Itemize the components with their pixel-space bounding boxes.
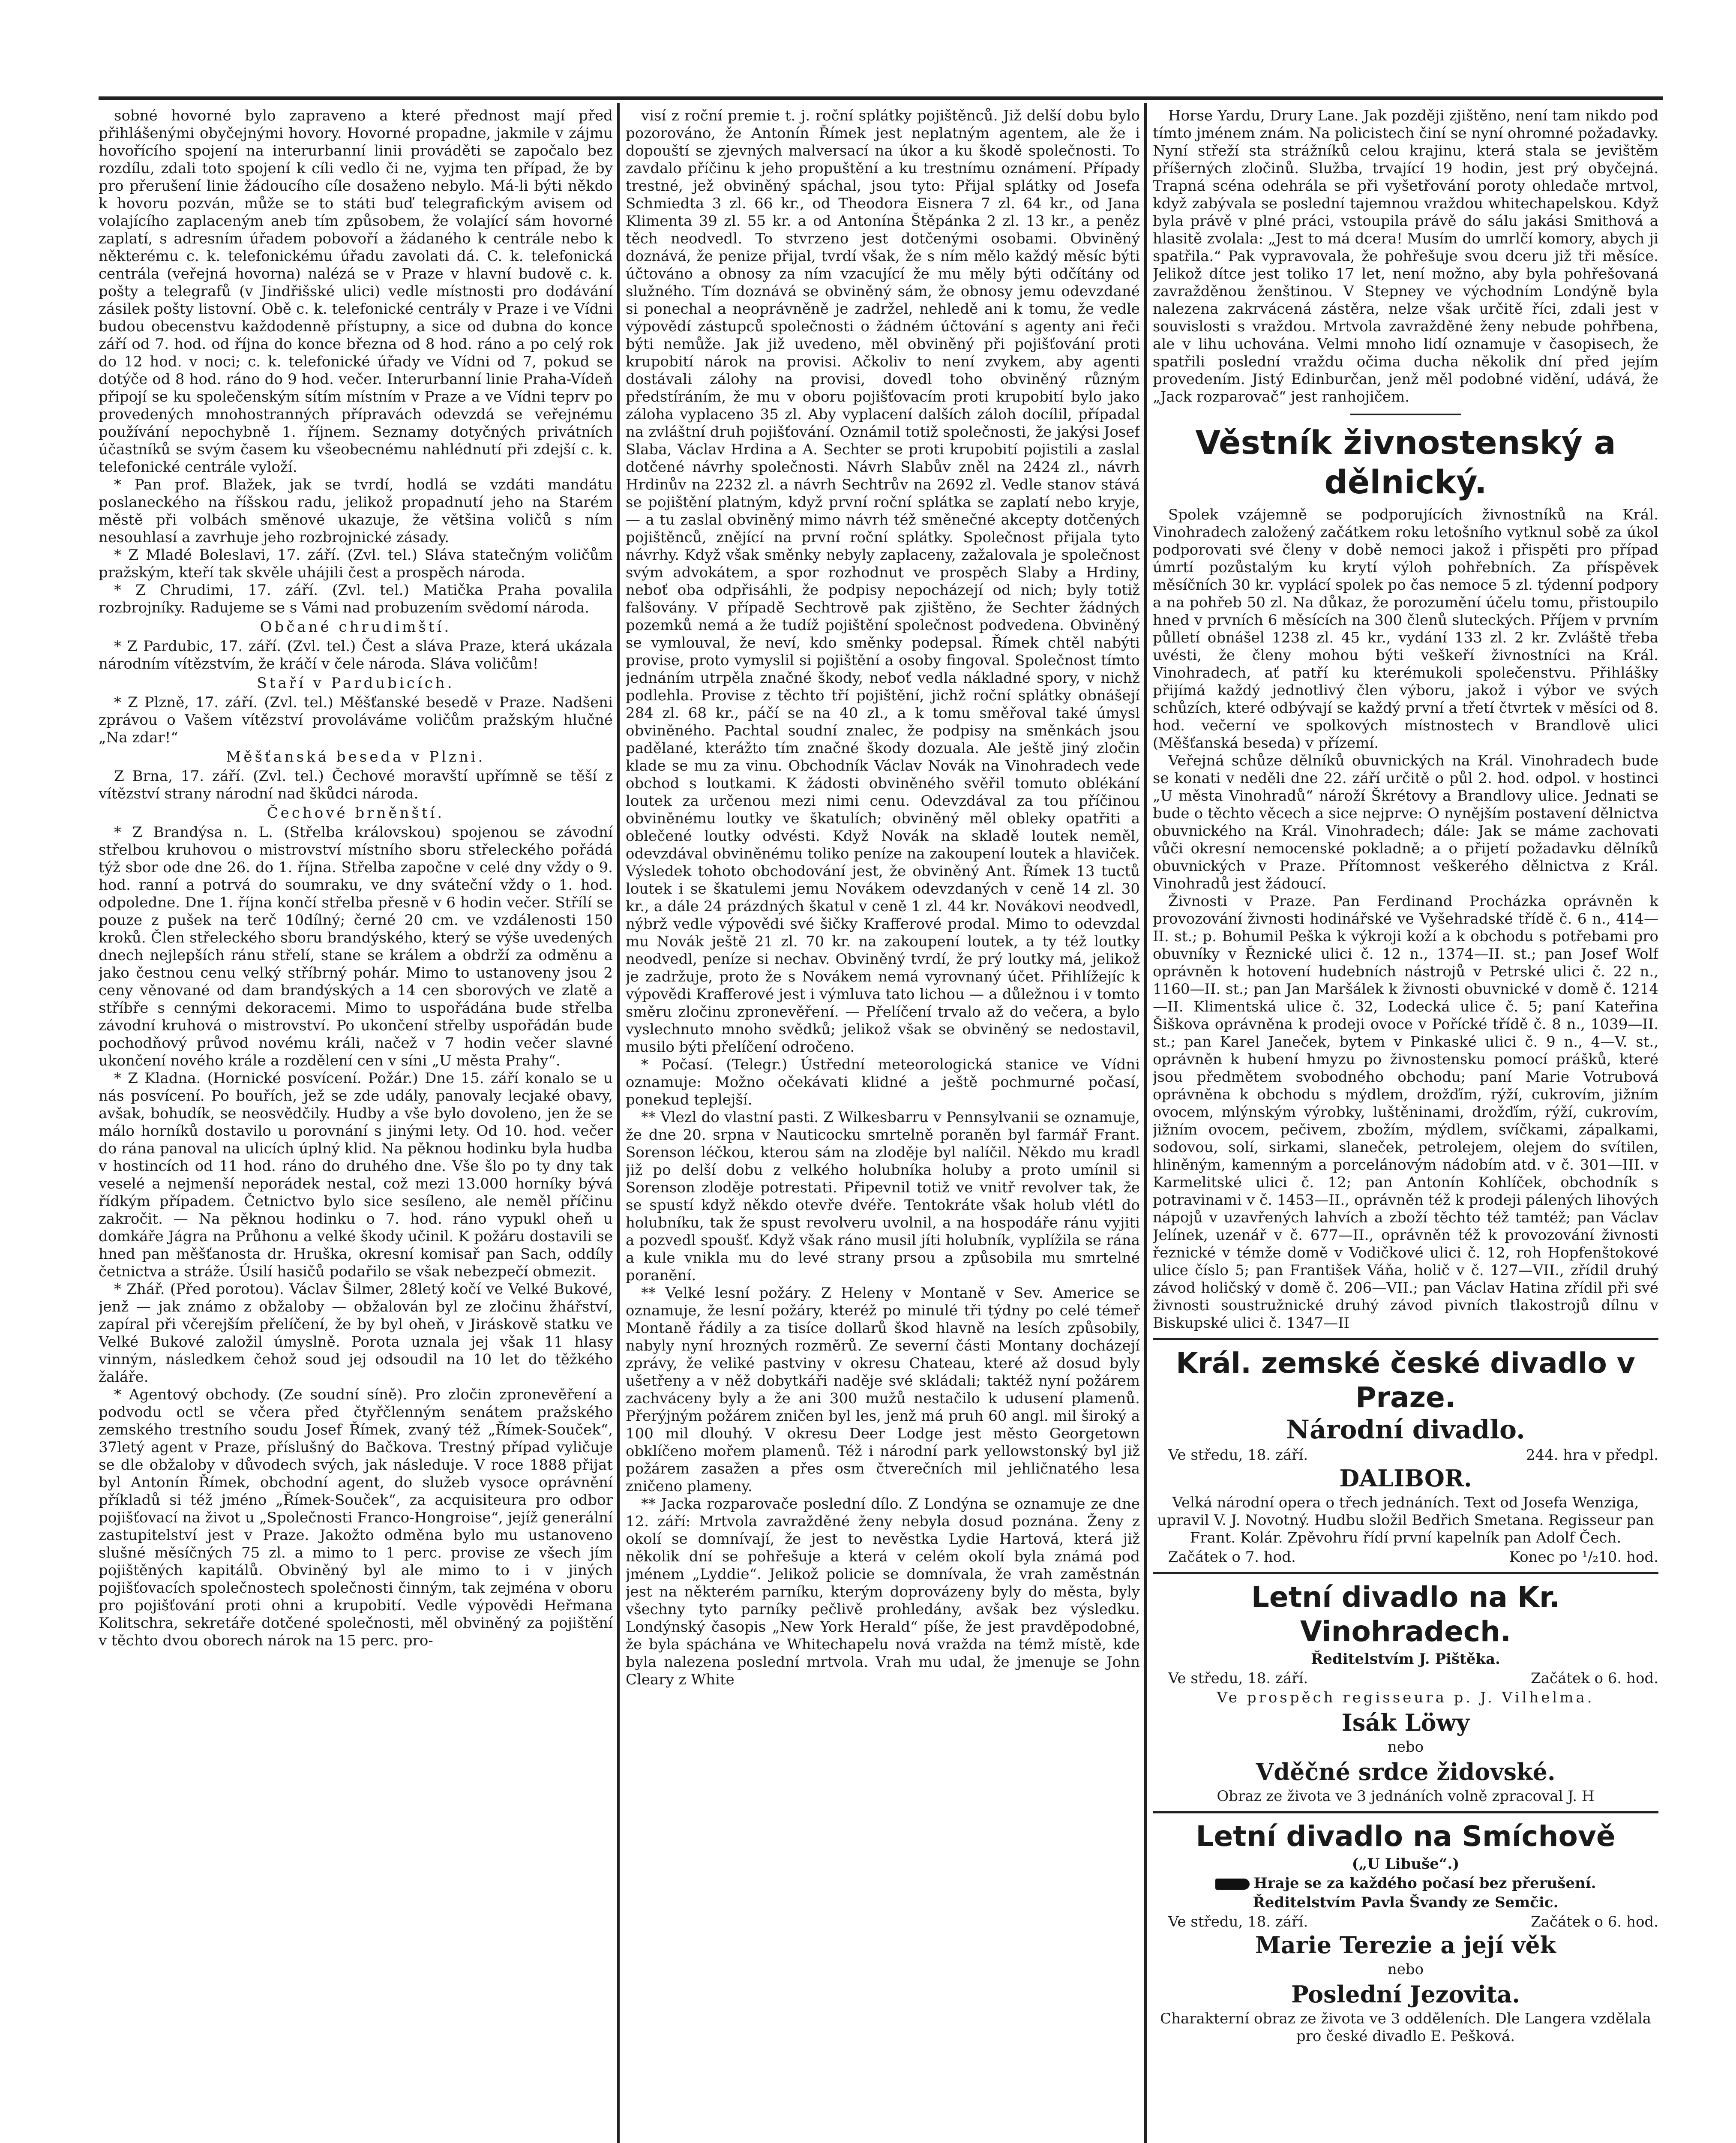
article-paragraph: * Z Pardubic, 17. září. (Zvl. tel.) Čest a sláva Praze, která ukázala národním vítězstvím, že kráčí v čele národa. Sláva voličům! <box>99 638 613 672</box>
theater-ad-national <box>1153 1346 1658 1566</box>
theater-2-subtitle: Ředitelstvím J. Pištěka. <box>1311 1651 1500 1668</box>
article-paragraph: ** Velké lesní požáry. Z Heleny v Montaně v Sev. Americe se oznamuje, že lesní požáry, kteréž po minulé tři týdny po celé témeř Montaně řádily a za tisíce dollarů škod hlavně na lesích způsobily, nabyly nyní hrozných rozměrů. Ze severní části Montany docházejí zprávy, že veliké pastviny v okresu Chateau, které až dosud byly ušetřeny a v něž dobytkáři naděje své skládali; taktéž nyní požárem zachváceny byly a že ani 300 mužů nestačilo k udusení plamenů. Přerýjným požárem zničen byl les, jenž má pruh 60 angl. mil široký a 100 mil dlouhý. V okresu Deer Lodge jest město Georgetown obklíčeno mořem plamenů. Též i národní park yellowstonský byl již požárem zasažen a přes osm čtverečních mil jehličnatého lesa zničeno plameny. <box>626 1285 1140 1495</box>
trades-articles <box>1153 506 1658 1332</box>
article-paragraph: * Pan prof. Blažek, jak se tvrdí, hodlá se vzdáti mandátu poslaneckého na říšskou radu, jelikož propadnutí jeho na Starém městě při volbách směnové ukazuje, že většina voličů s ním nesouhlasí a zavrhuje jeho rozbrojnické zásady. <box>99 476 613 546</box>
article-paragraph: Z Brna, 17. září. (Zvl. tel.) Čechové moravští upřímně se těší z vítězství strany národní nad škůdci národa. <box>99 768 613 802</box>
theater-3-play: Marie Terezie a její věk <box>1255 1931 1556 1959</box>
theater-3-date: Ve středu, 18. září. <box>1168 1913 1308 1930</box>
theater-1-play: DALIBOR. <box>1339 1465 1472 1492</box>
theater-1-performance: 244. hra v předpl. <box>1526 1447 1658 1464</box>
theater-2-date: Ve středu, 18. září. <box>1168 1670 1308 1687</box>
article-paragraph: * Z Chrudimi, 17. září. (Zvl. tel.) Matička Praha povalila rozbrojníky. Radujeme se s Vámi nad probuzením svědomí národa. <box>99 582 613 616</box>
divider-theater-2 <box>1153 1572 1658 1574</box>
theater-3-subtitle: („U Libuše“.) <box>1352 1855 1460 1873</box>
short-divider <box>1350 414 1461 415</box>
article-paragraph: Čechové brněnští. <box>267 804 445 822</box>
article-paragraph: sobné hovorné bylo zapraveno a které přednost mají před přihlášenými obyčejnými hovory. Hovorné propadne, jakmile v zájmu hovořícího spojení na interurbanní linii prováděti se započalo bez rozdílu, zdali toto spojení k cíli vedlo či ne, vyjma ten případ, že by pro přerušení linie žádoucího cíle dosaženo nebylo. Má-li býti někdo k hovoru pozván, může se to státi buď telegrafickým avisem od volajícího zaplaceným aneb tím způsobem, že volající sám hovorné zaplatí, s adresním úřadem pobovoří a žádaného k centrále nebo k některému c. k. telefonickému úřadu zavolati dá. C. k. telefonická centrála (veřejná hovorna) nalézá se v Praze v hlavní budově c. k. pošty a telegrafů (v Jindřišské ulici) vedle místnosti pro dodávání zásilek pošty listovní. Obě c. k. telefonické centrály v Praze i ve Vídni budou obecenstvu každodenně přístupny, a sice od dubna do konce září od 7. hod. od října do konce března od 8 hod. ráno a po celý rok do 12 hod. v noci; c. k. telefonické úřady ve Vídni od 7, pokud se dotýče od 8 hod. ráno do 9 hod. večer. Interurbanní linie Praha-Vídeň připojí se ku společenským sítím místním v Praze a ve Vídni teprv po provedených mnohostranných přípravách odevzdá se veřejnému používání nepochybně 1. říjnem. Seznamy dotyčných privátních účastníků se svým časem ku všeobecnému nahlédnutí při zdejší c. k. telefonické centrále vyloží. <box>99 107 613 476</box>
divider-theater-3 <box>1153 1811 1658 1813</box>
theater-2-play-2: Vděčné srdce židovské. <box>1256 1758 1556 1786</box>
article-paragraph: * Počasí. (Telegr.) Ústřední meteorologická stanice ve Vídni oznamuje: Možno očekávati klidné a ještě pochmurné počasí, ponekud teplejší. <box>626 1056 1140 1108</box>
article-paragraph: * Z Plzně, 17. září. (Zvl. tel.) Měšťanské besedě v Praze. Nadšeni zprávou o Vašem vítězství provoláváme voličům pražským hlučné „Na zdar!“ <box>99 694 613 746</box>
theater-1-title: Král. zemské české divadlo v Praze. <box>1176 1347 1635 1414</box>
theater-2-title: Letní divadlo na Kr. Vinohradech. <box>1251 1581 1560 1648</box>
article-paragraph: Spolek vzájemně se podporujících živnostníků na Král. Vinohradech založený začátkem roku letošního vytknul sobě za úkol podporovati své členy v době nemoci jakož i přispěti pro případ úmrtí pozůstalým ku krytí výloh pohřebních. Za příspěvek měsíčních 30 kr. vyplácí spolek po čas nemoce 5 zl. týdenní podpory a na pohřeb 50 zl. Na důkaz, že porozumění účelu tomu, přistoupilo hned v prvních 6 měsících na 300 členů sluteckých. Příjem v prvním půlletí obnášel 1238 zl. 45 kr., vydání 133 zl. 2 kr. Zvláště třeba uvésti, že členy mohou býti veškeří živnostníci na Král. Vinohradech, ať patří ku kterémukoli společenstvu. Přihlášky přijímá každý jednotlivý člen výboru, jakož i výbor ve svých schůzích, které odbývají se každý první a třetí čtvrtek v měsíci od 8. hod. večerní ve spolkových místnostech v Brandlově ulici (Měšťanská beseda) v přízemí. <box>1153 506 1658 752</box>
theater-3-start: Začátek o 6. hod. <box>1531 1913 1658 1930</box>
article-paragraph: * Z Kladna. (Hornické posvícení. Požár.) Dne 15. září konalo se u nás posvícení. Po bouřích, jež se zde udály, panovaly lecjaké obavy, avšak, bohudík, se neosvědčily. Hudby a vše bylo dovoleno, jen že se málo horníků dostavilo u porovnání s jinými lety. Od 10. hod. večer do rána panoval na ulicích úplný klid. Na pěknou hodinku byla hudba v hostincích od 11 hod. ráno do druhého dne. Vše šlo po ty dny tak veselé a nejmenší neporádek nestal, což mezi 13.000 horníky bývá řídkým případem. Četnictvo bylo sice sesíleno, ale neměl příčinu zakročit. — Na pěknou hodinku o 7. hod. ráno vypukl oheň u domkáře Jágra na Průhonu a velké škody učinil. K požáru dostavili se hned pan měšťanosta dr. Hruška, okresní komisař pan Sach, oddíly četnictva a stráže. Úsilí hasičů podařilo se však nebezpečí obmezit. <box>99 1070 613 1280</box>
theater-1-date: Ve středu, 18. září. <box>1168 1447 1308 1464</box>
article-paragraph: * Z Mladé Boleslavi, 17. září. (Zvl. tel.) Sláva statečným voličům pražským, kteří tak skvěle uhájili čest a prospěch národa. <box>99 546 613 581</box>
column-divider-1 <box>617 103 620 2143</box>
article-paragraph: * Zhář. (Před porotou). Václav Šilmer, 28letý kočí ve Velké Bukové, jenž — jak známo z obžaloby — obžalován byl ze zločinu žhářství, zapíral při včerejším přelíčení, že by byl oheň, v Jiráskově statku ve Velké Bukové založil úmyslně. Porota uznala jej však 11 hlasy vinným, následkem čehož soud jej odsoudil na 10 let do těžkého žaláře. <box>99 1281 613 1386</box>
column-2 <box>626 107 1140 2143</box>
article-paragraph: * Agentový obchody. (Ze soudní síně). Pro zločin zpronevěření a podvodu octl se včera před čtyřčlenným senátem pražského zemského trestního soudu Josef Římek, zvaný též „Římek-Souček“, 37letý agent v Praze, příslušný do Bačkova. Trestný případ vyličuje se dle obžaloby v důvodech svých, jak následuje. V roce 1888 přijat byl Antonín Římek, obchodní agent, do služeb vysoce oprávnění příkladů si též jméno „Římek-Souček“, za acquisiteura pro odbor pojišťovací na život u „Společnosti Franco-Hongroise“, jejíž generální zastupitelství jest v Praze. Jakožto odměna bylo mu ustanoveno slušné měsíčných 75 zl. a mimo to 1 perc. provise ze všech jím pojištěných kapitálů. Obviněný byl ale mimo to i v jiných pojišťovacích společnostech společnosti činným, tak zejména v oboru pro pojišťování proti ohni a krupobití. Vedle výpovědi Heřmana Kolitschra, sekretáře dotčené společnosti, měl obviněný za pojištění v těchto dvou oborech nárok na 15 perc. pro- <box>99 1386 613 1649</box>
article-paragraph: ** Jacka rozparovače poslední dílo. Z Londýna se oznamuje ze dne 12. září: Mrtvola zavražděné ženy nebyla dosud poznána. Ženy z okolí se domnívají, že jest to nevěstka Lydie Hartová, která již několik dní se pohřešuje a která v celém okolí byla známá pod jménem „Lyddie“. Jelikož policie se domnívala, že vrah zaměstnán jest na některém parníku, kterým doprovázeny byly do města, byly všechny tyto parníky pečlivě prohledány, avšak bez výsledku. Londýnský časopis „New York Herald“ píše, že jest pravděpodobné, že byla spáchána ve Whitechapelu nová vražda na témž místě, kde byla nalezena poslední mrtvola. Vrah mu udal, že jmenuje se John Cleary z White <box>626 1495 1140 1688</box>
article-paragraph: Občané chrudimští. <box>260 618 452 636</box>
article-paragraph: Veřejná schůze dělníků obuvnických na Král. Vinohradech bude se konati v neděli dne 22. září určitě o půl 2. hod. odpol. v hostinci „U města Vinohradů“ nároží Škrétovy a Brandlovy ulice. Jednati se bude o těchto věcech a sice nejprve: O nynějším postavení dělnictva obuvnického na Král. Vinohradech; dále: Jak se máme zachovati vůči okresní nemocenské pokladně; a o přijetí požadavku dělníků obuvnických v Praze. Přítomnost veškerého dělnictva z Král. Vinohradů jest žádoucí. <box>1153 752 1658 892</box>
theater-ad-vinohrady <box>1153 1580 1658 1805</box>
article-paragraph: Měšťanská beseda v Plzni. <box>226 748 486 765</box>
section-title-trades: Věstník živnostenský a dělnický. <box>1195 423 1616 501</box>
article-paragraph: Staří v Pardubicích. <box>257 675 455 692</box>
theater-3-or: nebo <box>1387 1961 1424 1978</box>
divider-before-theater <box>1153 1338 1658 1340</box>
theater-1-subtitle: Národní divadlo. <box>1286 1415 1525 1445</box>
article-paragraph: ** Vlezl do vlastní pasti. Z Wilkesbarru v Pennsylvanii se oznamuje, že dne 20. srpna v Nauticocku smrtelně poraněn byl farmář Frant. Sorenson léčkou, kterou sám na zloděje byl nalíčil. Někdo mu kradl již po delší dobu z velkého holubníka holuby a proto umínil si Sorenson zloděje potrestati. Připevnil totiž ve vnitř revolver tak, že se spustí když někdo otevře dvéře. Tentokráte však holub vlétl do holubníku, tak že spust revolveru uvolnil, a na hospodáře ránu vyjiti a pozvedl spoušť. Když však ráno musil jíti holubník, vyplížila se rána a kule vnikla mu do levé strany prsou a způsobila mu smrtelné poranění. <box>626 1109 1140 1284</box>
theater-ad-smichov <box>1153 1819 1658 2045</box>
theater-3-description: Charakterní obraz ze života ve 3 odděleních. Dle Langera vzdělala pro české divadlo E. Pešková. <box>1160 2010 1651 2045</box>
top-rule <box>99 96 1663 100</box>
column-3 <box>1153 107 1658 2143</box>
theater-1-end: Konec po ¹/₂10. hod. <box>1509 1549 1658 1566</box>
theater-3-title: Letní divadlo na Smíchově <box>1196 1820 1616 1853</box>
jack-ripper-continuation: Horse Yardu, Drury Lane. Jak později zjištěno, není tam nikdo pod tímto jménem znám. Na policistech činí se nyní ohromné požadavky. Nyní střeží sta strážníků celou krajinu, která stala se jevištěm příšerných zločinů. Služba, trvající 19 hodin, jest prý obyčejná. Trapná scéna odehrála se při vyšetřování poroty ohledače mrtvol, když zabývala se poslední tajemnou vraždou whitechapelskou. Když byla právě v plné práci, vstoupila právě do sálu jakási Smithová a hlasitě zvolala: „Jest to má dcera! Musím do umrlčí komory, abych ji spatřila.“ Pak vypravovala, že pohřešuje svou dceru již tři měsíce. Jelikož dítce jest toliko 17 let, není možno, aby byla pohřešovaná zavražděnou ženštinou. V Stepney ve východním Londýně byla nalezena zakrvácená zástěra, nelze však určitě říci, zdali jest v souvislosti s vraždou. Mrtvola zavražděné ženy nebude pohřbena, ale v lihu uchována. Velmi mnoho lidí oznamuje v časopisech, že spatřili poslední vraždu očima ducha několik dní před jejím provedením. Jistý Edinburčan, jenž měl podobné vidění, udává, že „Jack rozparovač“ jest ranhojičem. <box>1153 107 1658 405</box>
theater-3-play-2: Poslední Jezovita. <box>1291 1981 1520 2008</box>
article-paragraph: visí z roční premie t. j. roční splátky pojištěnců. Již delší dobu bylo pozorováno, že Antonín Římek jest neplatným agentem, ale že i dopouští se zjevných malversací na úkor a ku škodě společnosti. To zavdalo příčinu k jeho propuštění a ku trestnímu oznámení. Případy trestné, jež obviněný spáchal, jsou tyto: Přijal splátky od Josefa Schmiedta 3 zl. 66 kr., od Theodora Eisnera 7 zl. 64 kr., od Jana Klimenta 39 zl. 55 kr. a od Antonína Štěpánka 2 zl. 13 kr., a peněz těch neodvedl. To stvrzeno jest dotčenými osobami. Obviněný doznává, že penize přijal, tvrdí však, že s ním mělo každý měsíc býti účtováno a obnosy za ním vzacující že mu měly býti odčítány od služného. Tím doznává se obviněný sám, že obnosy jemu odevzdané si ponechal a neoprávněně je zadržel, nehledě ani k tomu, že vedle výpovědí zástupců společnosti o žádném účtování s agenty ani řeči býti nemůže. Jak již uvedeno, měl obviněný při pojišťování proti krupobití nárok na provisi. Ačkoliv to není zvykem, aby agenti dostávali zálohy na provisi, dovedl toho obviněný různým předstíráním, že mu v oboru pojišťovacím proti krupobití bylo jako záloha vyplaceno 35 zl. Aby vyplacení dalších záloh docílil, případal na zvláštní druh pojišťování. Oznámil totiž společnosti, že jakýsi Josef Slaba, Václav Hrdina a A. Sechter se proti krupobití pojistili a zaslal dotčené návrhy společnosti. Návrh Slabův zněl na 2424 zl., návrh Hrdinův na 2232 zl. a návrh Sechtrův na 2692 zl. Vedle stanov stává se pojištění platným, když první roční splátka se zaplatí nebo kryje, — a tu zaslal obviněný mimo návrh též směnečné akcepty dotčených pojištěnců, znějící na první roční splátky. Společnost přijala tyto návrhy. Když však směnky nebyly zaplaceny, zažalovala je společnost svým advokátem, a spor rozhodnut ve prospěch Slaby a Hrdiny, neboť oba odpřisáhli, že podpisy nepocházejí od nich; byly totiž falšovány. V případě Sechtrově pak zjištěno, že Sechter žádných pozemků nemá a že tudíž pojištění společnost podvedena. Obviněný se vymlouval, že neví, kdo směnky podepsal. Římek chtěl nabýti provise, proto vymyslil si pojištění a osoby fingoval. Společnost tímto jednáním utrpěla značné škody, neboť vedla nákladné spory, v nichž podlehla. Provise z těchto tří pojištění, jichž roční splátky obnášejí 284 zl. 68 kr., páčí se na 40 zl., a k tomu směřoval také úmysl obviněného. Pachtal soudní znalec, že podpisy na směnkách jsou padělané, kterážto tím značné škody dozuala. Ale ještě jiný zločin klade se mu za vinu. Obchodník Václav Novák na Vinohradech vede obchod s loutkami. K žádosti obviněného svěřil tomuto oblékání loutek za určenou mezi nimi cenu. Odevzdával za tou příčinou obviněnému loutky ve škatulích; obviněný měl obleky opatřiti a oblečené loutky odvésti. Když Novák na skladě loutek neměl, odevzdával obviněnému toliko peníze na zakoupení loutek a hlaviček. Výsledek tohoto obchodování jest, že obviněný Ant. Římek 13 tuctů loutek i se škatulemi jemu Novákem odevzdaných v ceně 14 zl. 30 kr., a dále 24 prázdných škatul v ceně 1 zl. 44 kr. Novákovi neodvedl, nýbrž vedle výpovědi své šičky Krafferové prodal. Mimo to odevzdal mu Novák ještě 21 zl. 70 kr. na zakoupení loutek, a ty též loutky neodvedl, peníze si nechav. Obviněný tvrdí, že prý loutky má, jelikož je zadržuje, proto že s Novákem nemá vyrovnaný účet. Přihlížejíc k výpovědi Krafferové jest i výmluva tato lichou — a důležnou i v tomto směru zločinu zpronevěření. — Přelíčení trvalo až do večera, a bylo vyslechnuto mnoho svědků; jelikož však se obviněný se nedostavil, musilo býti přelíčení odročeno. <box>626 107 1140 1056</box>
theater-2-or: nebo <box>1387 1738 1424 1756</box>
theater-2-benefit: Ve prospěch regisseura p. J. Vilhelma. <box>1217 1689 1595 1706</box>
theater-2-description: Obraz ze života ve 3 jednáních volně zpracoval J. H <box>1217 1788 1595 1805</box>
theater-3-director: Ředitelstvím Pavla Švandy ze Semčic. <box>1253 1894 1559 1911</box>
theater-2-play: Isák Löwy <box>1341 1709 1470 1736</box>
theater-1-start: Začátek o 7. hod. <box>1168 1549 1296 1566</box>
theater-3-notice: Hraje se za každého počasí bez přerušení. <box>1153 1875 1658 1892</box>
pointing-hand-icon <box>1215 1879 1250 1890</box>
theater-1-description: Velká národní opera o třech jednáních. Text od Josefa Wenziga, upravil V. J. Novotný. Hudbu složil Bedřich Smetana. Regisseur pan Frant. Kolár. Zpěvohru řídí první kapelník pan Adolf Čech. <box>1157 1494 1654 1546</box>
column-1 <box>99 107 613 2143</box>
column-divider-2 <box>1144 103 1147 2143</box>
article-paragraph: * Z Brandýsa n. L. (Střelba královskou) spojenou se závodní střelbou kruhovou o mistrovství místního sboru střeleckého pořádá týž sbor ode dne 26. do 1. října. Střelba započne v celé dny vždy o 9. hod. ranní a potrvá do soumraku, ve dny sváteční vždy o 1. hod. odpoledne. Dne 1. října končí střelba přesně v 6 hodin večer. Střílí se pouze z pušek na terč 10dílný; černé 20 cm. ve vzdálenosti 150 kroků. Člen střeleckého sboru brandýského, který se výše uvedených dnech nejlepších ránu střelí, stane se králem a obdrží za odměnu a jako čestnou cenu velký stříbrný pohár. Mimo to ustanoveny jsou 2 ceny věnované od dam brandýských a 14 cen sborových ve zlatě a stříbře s cennými dekoracemi. Mimo to uspořádána bude střelba závodní kruhová o mistrovství. Po ukončení střelby uspořádán bude pochodňový průvod novému králi, načež v 7 hodin večer slavné ukončení nového krále a rozdělení cen v síni „U města Prahy“. <box>99 824 613 1069</box>
theater-2-start: Začátek o 6. hod. <box>1531 1670 1658 1687</box>
article-paragraph: Živnosti v Praze. Pan Ferdinand Procházka oprávněn k provozování živnosti hodinářské ve Vyšehradské třídě č. 6 n., 414—II. st.; p. Bohumil Peška k výkroji koží a k obchodu s potřebami pro obuvníky v Řeznické ulici č. 12 n., 1374—II. st.; pan Josef Wolf oprávněn k hotovení hudebních nástrojů v Petrské ulici č. 22 n., 1160—II. st.; pan Jan Maršálek k živnosti obuvnické v domě č. 1214—II. Klimentská ulice č. 32, Lodecká ulice č. 5; paní Kateřina Šiškova oprávněna k prodeji ovoce v Pořícké třídě č. 8 n., 1039—II. st.; pan Karel Janeček, bytem v Pinkaské ulici č. 9 n., 4—V. st., oprávněn k hubení hmyzu po živnostensku pomocí prášků, které jsou předmětem svobodného obchodu; paní Marie Votrubová oprávněna k obchodu s mýdlem, drožďím, rýží, cukrovím, jižním ovocem, mlýnským výrobky, luštěninami, drožďím, rýží, cukrovím, jižním ovocem, pečivem, zbožím, mýdlem, svíčkami, zápalkami, sodovou, solí, sirkami, slaneček, petrolejem, olejem do svítilen, hliněným, kamenným a porcelánovým nádobím atd. v č. 301—III. v Karmelitské ulici č. 12; pan Antonín Kohlíček, obchodník s potravinami v č. 1453—II., oprávněn též k prodeji pálených lihových nápojů v uzavřených lahvích a zboží těchto též tamtéž; pan Václav Jelínek, uzenář v č. 677—II., oprávněn též k provozování živnosti řeznické v témže domě v Vodičkové ulici č. 12, roh Hopfenštokové ulice číslo 5; pan František Váňa, holič v č. 127—VII., zřídil druhý závod holičský v domě č. 206—VII.; pan Václav Hatina zřídil při své živnosti soustružnické druhý závod pivních tlakostrojů dílnu v Biskupské ulici č. 1347—II <box>1153 893 1658 1332</box>
